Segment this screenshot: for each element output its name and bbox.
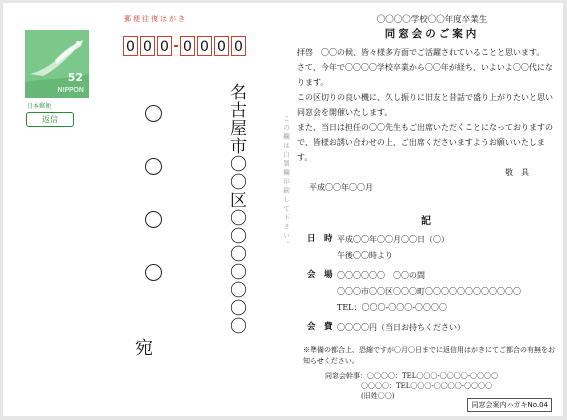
detail-line: 午後〇〇時より <box>337 251 393 260</box>
postal-digit: 0 <box>140 36 155 56</box>
detail-row-venue <box>297 268 555 316</box>
name-circle <box>145 158 162 175</box>
event-details <box>297 232 555 336</box>
heading-title: 同窓会のご案内 <box>384 28 480 40</box>
postal-code-boxes <box>123 36 246 56</box>
body-paragraph: 拝啓 〇〇の候、皆々様多方面でご活躍されていることと思います。 <box>297 48 545 57</box>
detail-line: TEL：〇〇〇-〇〇〇-〇〇〇〇 <box>337 303 447 312</box>
detail-label: 日 時 <box>307 234 333 244</box>
postal-digit: 0 <box>214 36 229 56</box>
body-paragraph: また、当日は担任の〇〇先生もご出席いただくことになっておりますので、皆様お誘い合わせの上、ご出席くださいますようお願いいたします。 <box>297 123 553 162</box>
detail-row-fee <box>297 320 555 336</box>
detail-row-datetime <box>297 232 555 264</box>
detail-label: 会 場 <box>307 270 333 280</box>
postage-stamp <box>25 30 89 98</box>
recipient-address: 名古屋市〇〇区〇〇〇〇〇〇〇 <box>226 83 246 335</box>
postcard <box>3 3 563 416</box>
stamp-brand: NIPPON <box>57 86 84 94</box>
detail-line: 〇〇〇〇円（当日お持ちください） <box>337 323 465 332</box>
letter-date: 平成〇〇年〇〇月 <box>309 183 373 192</box>
name-circle <box>145 211 162 228</box>
postal-digit: 0 <box>157 36 172 56</box>
name-circle <box>145 264 162 281</box>
recipient-name-circles <box>145 105 162 317</box>
postal-digit: 0 <box>231 36 246 56</box>
stamp-value: 52 <box>67 71 83 84</box>
stamp-caption: 日本郵便 <box>27 103 52 110</box>
detail-label: 会 費 <box>307 322 333 332</box>
detail-line: 〇〇〇市〇〇区〇〇〇町〇〇〇〇〇〇〇〇〇〇〇〇 <box>337 287 521 296</box>
postal-digit: 0 <box>197 36 212 56</box>
heading-school: 〇〇〇〇学校〇〇年度卒業生 <box>376 15 488 25</box>
secretary-line: 〇〇〇〇：TEL〇〇〇-〇〇〇〇-〇〇〇〇 <box>361 382 493 390</box>
postal-hyphen <box>174 36 178 56</box>
detail-line: 平成〇〇年〇〇月〇〇日（〇） <box>337 235 449 244</box>
secretary-line: 〇〇〇〇：TEL〇〇〇-〇〇〇〇-〇〇〇〇 <box>367 372 499 380</box>
postal-label: 郵便往復はがき <box>124 15 187 23</box>
rsvp-note: ※準備の都合上、恐縮ですが〇月〇日までに返信用はがきにてご都合の有無をお知らせください。 <box>303 346 555 365</box>
message-panel <box>297 13 555 401</box>
template-badge: 同窓会案内ハガキNo.04 <box>467 398 552 412</box>
name-circle <box>145 105 162 122</box>
detail-line: 〇〇〇〇〇〇 〇〇の間 <box>337 271 425 280</box>
body-paragraph: さて、今年で〇〇〇〇学校卒業から〇〇年が経ち、いよいよ〇〇代になります。 <box>297 63 553 87</box>
ki-heading: 記 <box>421 216 431 227</box>
body-paragraph: この区切りの良い機に、久し振りに旧友と昔話で盛り上がりたいと思い同窓会を開催いたします。 <box>297 93 553 117</box>
postal-digit: 0 <box>123 36 138 56</box>
secretary-maiden: (旧姓〇〇) <box>361 392 395 400</box>
postal-digit: 0 <box>180 36 195 56</box>
secretary-block <box>297 371 555 401</box>
side-note: この欄は自署欄印刷して下さい。 <box>282 115 290 250</box>
honorific: 宛 <box>135 338 153 359</box>
letter-body <box>297 45 555 165</box>
reply-mark: 返信 <box>26 112 74 127</box>
secretary-label: 同窓会幹事： <box>325 372 367 380</box>
closing: 敬 具 <box>505 168 529 177</box>
